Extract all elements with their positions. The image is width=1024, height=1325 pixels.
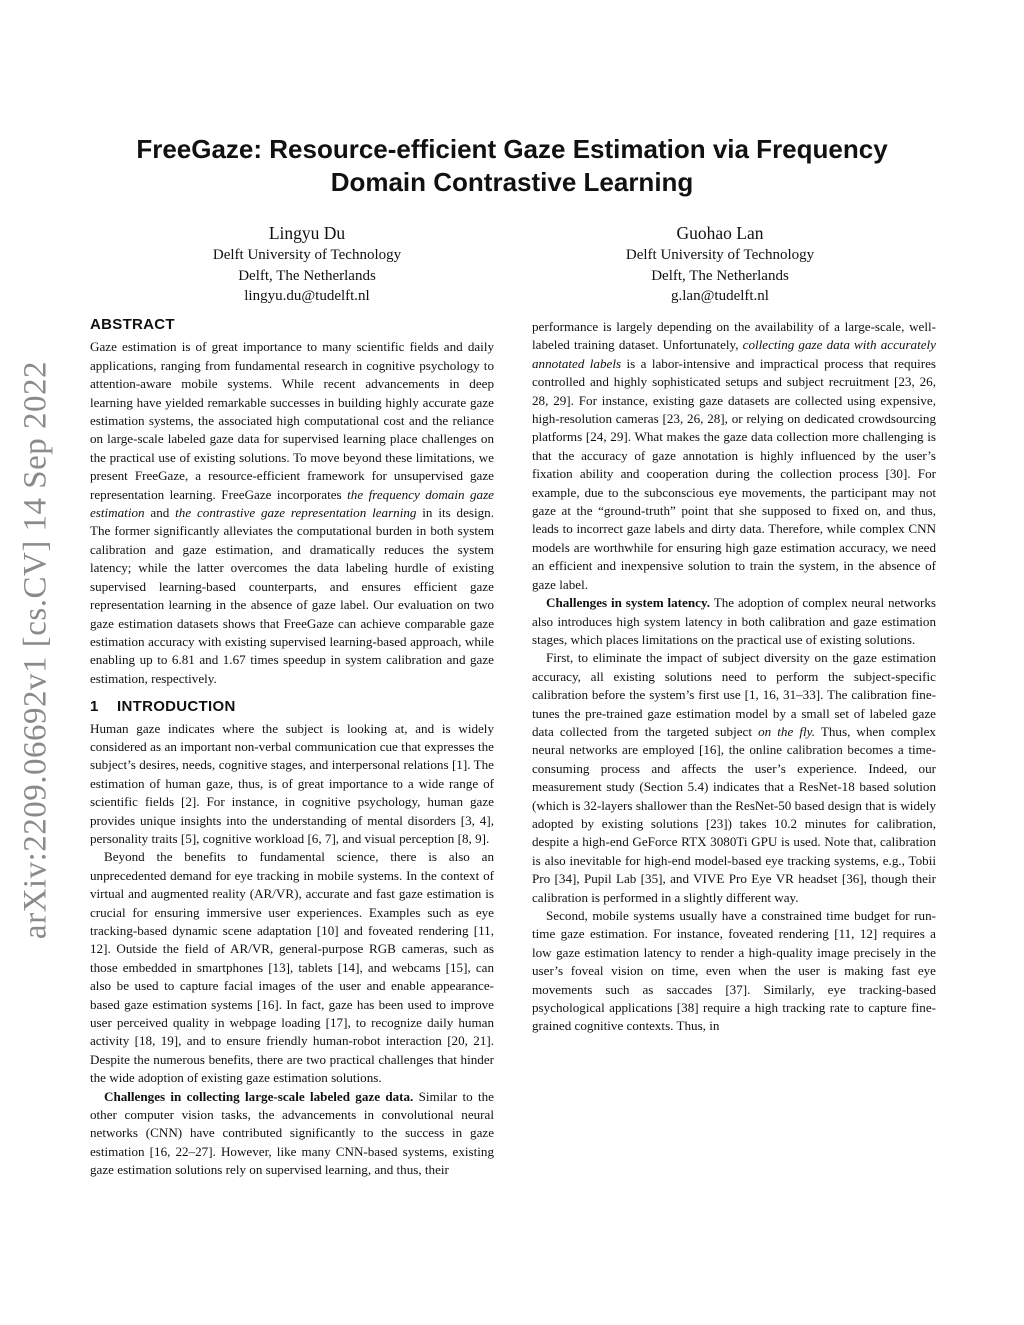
author-email: g.lan@tudelft.nl	[671, 288, 769, 304]
section-title: INTRODUCTION	[117, 698, 236, 716]
body-paragraph: Second, mobile systems usually have a constrained time budget for run-time gaze estimation. For instance, foveated rendering [11, 12] requires a low gaze estimation latency to render a high-quality image precisely in the user’s foveal vision on time, even when the user is making fast eye movements such as saccades [37]. Similarly, eye tracking-based psychological applications [38] require a high tracking rate to capture fine-grained cognitive contexts. Thus, in	[532, 908, 936, 1034]
arxiv-identifier: arXiv:2209.06692v1 [cs.CV] 14 Sep 2022	[17, 360, 54, 940]
author-location: Delft, The Netherlands	[238, 267, 376, 284]
abstract-paragraph: Gaze estimation is of great importance to many scientific fields and daily applications, ranging from fundamental research in cognitive psychology to attention-aware mobile systems. While recent advancements in deep learning have yielded remarkable successes in building highly accurate gaze estimation systems, the associated high computational cost and the reliance on large-scale labeled gaze data for supervised learning place challenges on the practical use of existing solutions. To move beyond these limitations, we present FreeGaze, a resource-efficient framework for unsupervised gaze representation learning. FreeGaze incorporates the frequency domain gaze estimation and the contrastive gaze representation learning in its design. The former significantly alleviates the computational burden in both system calibration and gaze estimation, and dramatically reduces the system latency; while the latter overcomes the data labeling hurdle of existing supervised learning-based counterparts, and ensures efficient gaze representation learning in the absence of gaze label. Our evaluation on two gaze estimation datasets shows that FreeGaze can achieve comparable gaze estimation accuracy with existing supervised learning-based approach, while enabling up to 6.81 and 1.67 times speedup in system calibration and gaze estimation, respectively.	[90, 339, 494, 686]
body-paragraph: Beyond the benefits to fundamental science, there is also an unprecedented demand for eye tracking in mobile systems. In the context of virtual and augmented reality (AR/VR), accurate and fast gaze estimation is crucial for ensuring immersive user experiences. Examples such as eye tracking-based dynamic scene adaptation [10] and foveated rendering [11, 12]. Outside the field of AR/VR, general-purpose RGB cameras, such as those embedded in smartphones [13], tablets [14], and webcams [15], can also be used to capture facial images of the user and enable appearance-based gaze estimation systems [16]. In fact, gaze has been used to improve user perceived quality in webpage loading [17], to recognize daily human activity [18, 19], and to ensure friendly human-robot interaction [20, 21]. Despite the numerous benefits, there are two practical challenges that hinder the wide adoption of existing gaze estimation solutions.	[90, 849, 494, 1086]
author-block	[550, 222, 890, 307]
body-paragraph: First, to eliminate the impact of subject diversity on the gaze estimation accuracy, all existing solutions need to perform the subject-specific calibration before the system’s first use [1, 16, 31–33]. The calibration fine-tunes the pre-trained gaze estimation model by a small set of labeled gaze data collected from the targeted subject on the fly. Thus, when complex neural networks are employed [16], the online calibration becomes a time-consuming process and affects the user’s experience. Indeed, our measurement study (Section 5.4) indicates that a ResNet-18 based solution (which is 32-layers shallower than the ResNet-50 based design that is widely adopted by existing solutions [23]) takes 10.2 minutes for calibration, despite a high-end GeForce RTX 3080Ti GPU is used. Note that, calibration is also inevitable for high-end model-based eye tracking systems, e.g., Tobii Pro [34], Pupil Lab [35], and VIVE Pro Eye VR headset [36], though their calibration is performed in a slightly different way.	[532, 650, 936, 905]
section-number: 1	[90, 698, 99, 716]
author-name: Lingyu Du	[268, 223, 346, 243]
author-affiliation: Delft University of Technology	[625, 247, 815, 263]
right-column	[532, 318, 936, 1036]
paper-title: FreeGaze: Resource-efficient Gaze Estimation via Frequency Domain Contrastive Learning	[136, 134, 888, 197]
author-email: lingyu.du@tudelft.nl	[244, 288, 370, 304]
author-location: Delft, The Netherlands	[651, 267, 789, 284]
body-paragraph: Challenges in collecting large-scale labeled gaze data. Similar to the other computer vision tasks, the advancements in convolutional neural networks (CNN) have contributed significantly to the success in gaze estimation [16, 22–27]. However, like many CNN-based systems, existing gaze estimation solutions rely on supervised learning, and thus, their	[90, 1088, 494, 1178]
author-name: Guohao Lan	[676, 223, 764, 243]
abstract-heading: ABSTRACT	[90, 316, 175, 333]
body-paragraph: Challenges in system latency. The adoption of complex neural networks also introduces high system latency in both calibration and gaze estimation stages, which places limitations on the practical use of existing solutions.	[532, 595, 936, 647]
left-column	[90, 316, 494, 1180]
introduction-heading	[90, 698, 494, 716]
paragraph-lead: Challenges in collecting large-scale labeled gaze data.	[104, 1088, 414, 1104]
author-affiliation: Delft University of Technology	[212, 247, 402, 263]
paragraph-lead: Challenges in system latency.	[546, 595, 711, 611]
author-block	[137, 222, 477, 307]
body-paragraph: Human gaze indicates where the subject is looking at, and is widely considered as an important non-verbal communication cue that expresses the subject’s desires, needs, cognitive stages, and interpersonal relations [1]. The estimation of human gaze, thus, is of great importance to a wide range of scientific fields [2]. For instance, in cognitive psychology, human gaze provides unique insights into the understanding of mental disorders [3, 4], personality traits [5], cognitive workload [6, 7], and visual perception [8, 9].	[90, 720, 494, 846]
body-paragraph-continued: performance is largely depending on the availability of a large-scale, well-labeled training dataset. Unfortunately, collecting gaze data with accurately annotated labels is a labor-intensive and impractical process that requires controlled and highly sophisticated setups and subject recruitment [23, 26, 28, 29]. For instance, existing gaze datasets are collected using expensive, high-resolution cameras [23, 26, 28], or relying on dedicated crowdsourcing platforms [24, 29]. What makes the gaze data collection more challenging is that the accuracy of gaze annotation is highly influenced by the user’s fixation ability and cooperation during the collection process [30]. For example, due to the subconscious eye movements, the participant may not gaze at the “ground-truth” point that she supposed to fixed on, and thus, leads to incorrect gaze labels and dirty data. Therefore, while complex CNN models are worthwhile for ensuring high gaze estimation accuracy, we need an efficient and inexpensive solution to train the system, in the absence of gaze label.	[532, 319, 936, 592]
